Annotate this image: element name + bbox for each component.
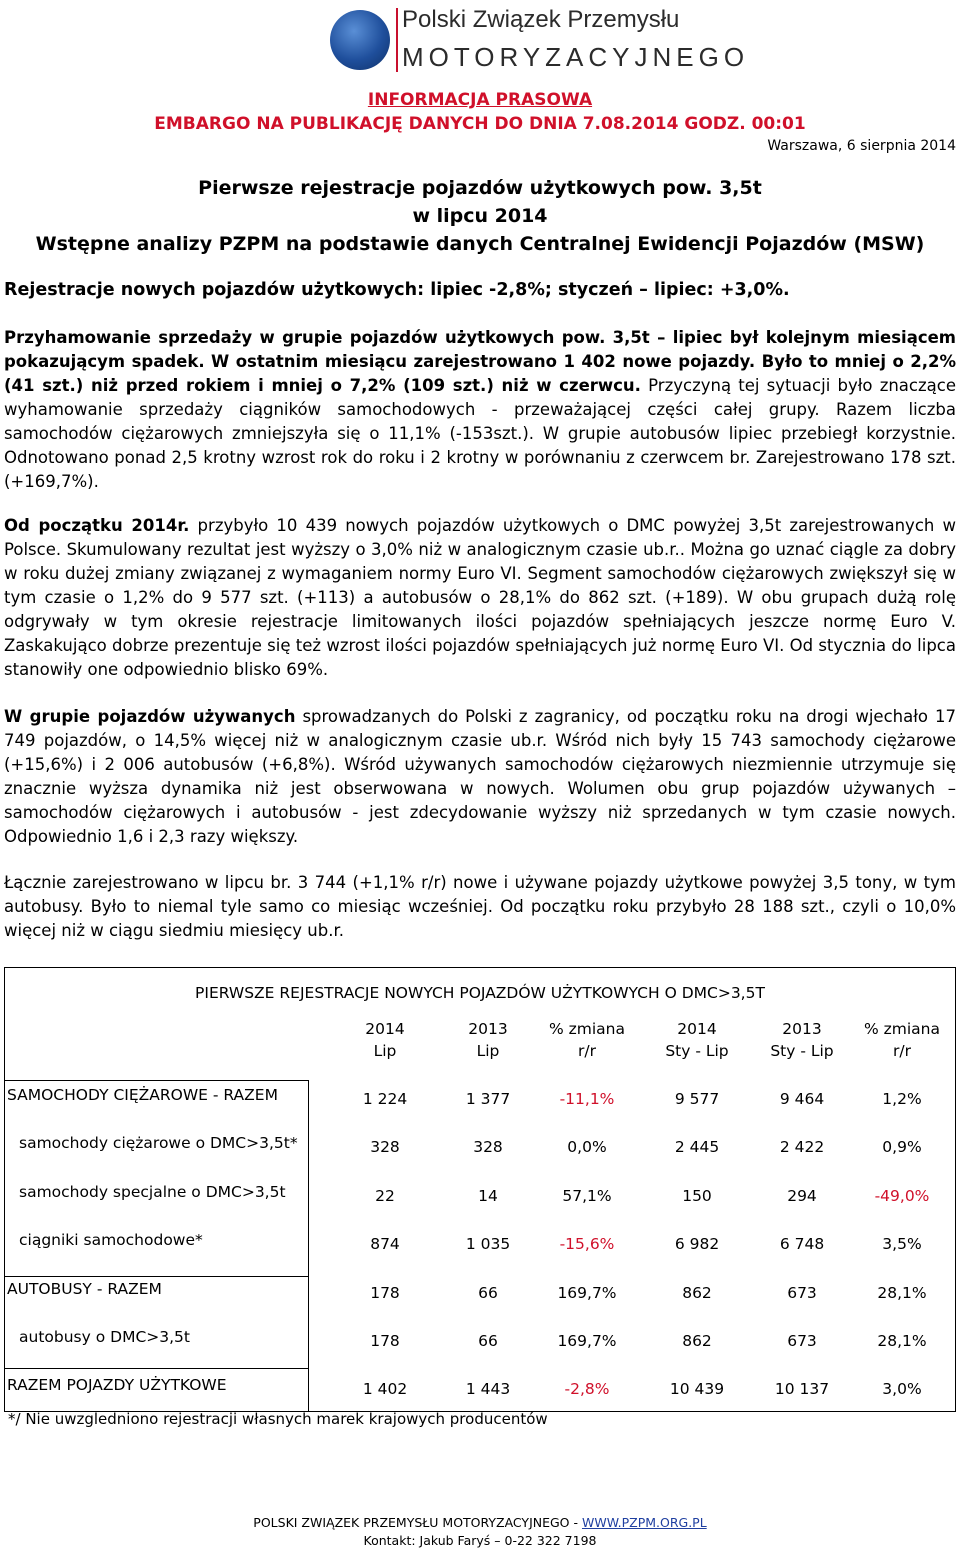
table-column-header	[330, 1018, 440, 1062]
table-cell: 28,1%	[877, 1332, 927, 1350]
table-cell: 328	[473, 1138, 503, 1156]
row-label: RAZEM POJAZDY UŻYTKOWE	[7, 1376, 227, 1394]
table-cell: 169,7%	[557, 1284, 617, 1302]
column-header-line1: % zmiana	[863, 1020, 941, 1038]
table-cell: 169,7%	[557, 1332, 617, 1350]
table-cell: 10 137	[774, 1380, 830, 1398]
table-horizontal-rule	[5, 1368, 308, 1369]
column-header-line1: % zmiana	[548, 1020, 626, 1038]
row-label: samochody specjalne o DMC>3,5t	[19, 1183, 286, 1201]
table-cell: 1,2%	[882, 1090, 922, 1108]
column-header-line1: 2014	[677, 1020, 717, 1038]
table-cell: 1 377	[465, 1090, 511, 1108]
registrations-table	[4, 967, 956, 1412]
table-cell: 2 422	[779, 1138, 825, 1156]
row-label: autobusy o DMC>3,5t	[19, 1328, 190, 1346]
paragraph-used	[4, 705, 956, 849]
table-column-header	[847, 1018, 957, 1062]
table-cell: 6 982	[674, 1235, 720, 1253]
column-header-line2: Sty - Lip	[770, 1042, 834, 1060]
table-cell: 10 439	[669, 1380, 725, 1398]
lead-summary: Rejestracje nowych pojazdów użytkowych: lipiec -2,8%; styczeń – lipiec: +3,0%.	[4, 280, 790, 300]
table-cell: 28,1%	[877, 1284, 927, 1302]
release-date: Warszawa, 6 sierpnia 2014	[767, 138, 956, 154]
table-cell: -49,0%	[874, 1187, 930, 1205]
table-cell: 150	[682, 1187, 712, 1205]
table-cell: 862	[682, 1332, 712, 1350]
column-header-line2: Sty - Lip	[665, 1042, 729, 1060]
table-row	[5, 1231, 955, 1279]
table-cell: 1 443	[465, 1380, 511, 1398]
press-release-title: INFORMACJA PRASOWA	[367, 90, 593, 110]
table-cell: 862	[682, 1284, 712, 1302]
column-header-line1: 2013	[468, 1020, 508, 1038]
footer-org-name: POLSKI ZWIĄZEK PRZEMYSŁU MOTORYZACYJNEGO -	[253, 1515, 582, 1530]
embargo-notice: EMBARGO NA PUBLIKACJĘ DANYCH DO DNIA 7.08.2014 GODZ. 00:01	[154, 114, 806, 134]
table-cell: 2 445	[674, 1138, 720, 1156]
table-row	[5, 1280, 955, 1328]
paragraph-ytd-text: przybyło 10 439 nowych pojazdów użytkowych o DMC powyżej 3,5t zarejestrowanych w Polsce. Skumulowany rezultat jest wyższy o 3,0% niż w analogicznym czasie ub.r.. Można go uznać ciągle za dobry w roku dużej zmiany związanej z wymaganiem normy Euro VI. Segment samochodów ciężarowych zwiększył się w tym czasie o 1,2% do 9 577 szt. (+113) a autobusów o 28,1% do 862 szt. (+189). W obu grupach dużą rolę odgrywały w tym okresie rejestracje limitowanych ilości pojazdów spełniających jeszcze normę Euro V. Zaskakująco dobrze prezentuje się też wzrost ilości pojazdów spełniających już normę Euro VI. Od stycznia do lipca stanowiły one odpowiednio blisko 69%.	[4, 516, 957, 679]
footer-website-link[interactable]: WWW.PZPM.ORG.PL	[581, 1515, 707, 1530]
headline-line2: w lipcu 2014	[412, 205, 548, 227]
table-cell: -2,8%	[564, 1380, 610, 1398]
table-row	[5, 1183, 955, 1231]
table-cell: 6 748	[779, 1235, 825, 1253]
table-cell: 3,5%	[882, 1235, 922, 1253]
column-header-line2: r/r	[578, 1042, 596, 1060]
row-label: samochody ciężarowe o DMC>3,5t*	[19, 1134, 298, 1152]
paragraph-ytd	[4, 514, 956, 682]
table-cell: 673	[787, 1332, 817, 1350]
table-cell: 3,0%	[882, 1380, 922, 1398]
table-cell: 178	[370, 1284, 400, 1302]
paragraph-used-text: sprowadzanych do Polski z zagranicy, od początku roku na drogi wjechało 17 749 pojazdów, o 14,5% więcej niż w analogicznym czasie ub.r. Wśród nich były 15 743 samochody ciężarowe (+15,6%) i 2 006 autobusów (+6,8%). Wśród używanych samochodów ciężarowych niezmiennie utrzymuje się znacznie wyższa dynamika niż jest obserwowana w nowych. Wolumen obu grup pojazdów używanych – samochodów ciężarowych i autobusów - jest zdecydowanie wyższy niż sprzedanych w tym czasie nowych. Odpowiednio 1,6 i 2,3 razy większy.	[4, 707, 956, 846]
table-column-header	[747, 1018, 857, 1062]
table-row	[5, 1134, 955, 1182]
table-cell: 1 035	[465, 1235, 511, 1253]
table-cell: 22	[375, 1187, 395, 1205]
headline-line3: Wstępne analizy PZPM na podstawie danych Centralnej Ewidencji Pojazdów (MSW)	[35, 233, 925, 255]
table-cell: -15,6%	[559, 1235, 615, 1253]
table-cell: -11,1%	[559, 1090, 615, 1108]
table-title: PIERWSZE REJESTRACJE NOWYCH POJAZDÓW UŻYTKOWYCH O DMC>3,5T	[195, 984, 765, 1002]
table-cell: 1 224	[362, 1090, 408, 1108]
column-header-line2: Lip	[373, 1042, 397, 1060]
table-cell: 9 577	[674, 1090, 720, 1108]
column-header-line1: 2013	[782, 1020, 822, 1038]
table-horizontal-rule	[5, 1276, 308, 1277]
logo-name-line2: MOTORYZACYJNEGO	[402, 42, 750, 72]
table-cell: 14	[478, 1187, 498, 1205]
paragraph-july	[4, 326, 956, 494]
table-cell: 9 464	[779, 1090, 825, 1108]
logo-name-line1: Polski Związek Przemysłu	[402, 6, 680, 33]
table-column-header	[532, 1018, 642, 1062]
table-cell: 1 402	[362, 1380, 408, 1398]
paragraph-total: Łącznie zarejestrowano w lipcu br. 3 744 (+1,1% r/r) nowe i używane pojazdy użytkowe powyżej 3,5 tony, w tym autobusy. Było to niemal tyle samo co miesiąc wcześniej. Od początku roku przybyło 28 188 szt., czyli o 10,0% więcej niż w ciągu siedmiu miesięcy ub.r.	[4, 873, 956, 940]
table-cell: 0,0%	[567, 1138, 607, 1156]
column-header-line2: r/r	[893, 1042, 911, 1060]
table-cell: 66	[478, 1332, 498, 1350]
column-header-line2: Lip	[476, 1042, 500, 1060]
table-horizontal-rule	[5, 1080, 308, 1081]
row-label: ciągniki samochodowe*	[19, 1231, 203, 1249]
table-cell: 0,9%	[882, 1138, 922, 1156]
table-footnote: */ Nie uwzgledniono rejestracji własnych marek krajowych producentów	[8, 1410, 548, 1428]
paragraph-july-bold: Przyhamowanie sprzedaży w grupie pojazdów użytkowych pow. 3,5t – lipiec był kolejnym miesiącem pokazującym spadek. W ostatnim miesiącu zarejestrowano 1 402 nowe pojazdy. Było to mniej o 2,2% (41 szt.) niż przed rokiem i mniej o 7,2% (109 szt.) niż w czerwcu.	[4, 328, 956, 395]
table-column-header	[433, 1018, 543, 1062]
footer-contact: Kontakt: Jakub Faryś – 0-22 322 7198	[363, 1533, 597, 1548]
logo-divider	[396, 8, 398, 72]
table-cell: 673	[787, 1284, 817, 1302]
paragraph-used-bold: W grupie pojazdów używanych	[4, 707, 296, 726]
row-label: AUTOBUSY - RAZEM	[7, 1280, 162, 1298]
table-cell: 328	[370, 1138, 400, 1156]
table-vertical-rule	[308, 1080, 309, 1411]
row-label: SAMOCHODY CIĘŻAROWE - RAZEM	[7, 1086, 278, 1104]
table-cell: 66	[478, 1284, 498, 1302]
table-column-header	[642, 1018, 752, 1062]
headline-line1: Pierwsze rejestracje pojazdów użytkowych pow. 3,5t	[198, 177, 762, 199]
paragraph-july-text: Przyczyną tej sytuacji było znaczące wyhamowanie sprzedaży ciągników samochodowych - przeważającej części całej grupy. Razem liczba samochodów ciężarowych zmniejszyła się o 11,1% (-153szt.). W grupie autobusów lipiec przebiegł korzystnie. Odnotowano ponad 2,5 krotny wzrost rok do roku i 2 krotny w porównaniu z czerwcem br. Zarejestrowano 178 szt. (+169,7%).	[4, 376, 956, 491]
table-cell: 57,1%	[562, 1187, 612, 1205]
footer-org	[0, 1515, 960, 1530]
paragraph-ytd-bold: Od początku 2014r.	[4, 516, 190, 535]
table-cell: 178	[370, 1332, 400, 1350]
car-emblem-icon	[330, 10, 390, 70]
table-cell: 294	[787, 1187, 817, 1205]
table-cell: 874	[370, 1235, 400, 1253]
column-header-line1: 2014	[365, 1020, 405, 1038]
table-row	[5, 1086, 955, 1134]
pzpm-logo	[330, 4, 750, 76]
